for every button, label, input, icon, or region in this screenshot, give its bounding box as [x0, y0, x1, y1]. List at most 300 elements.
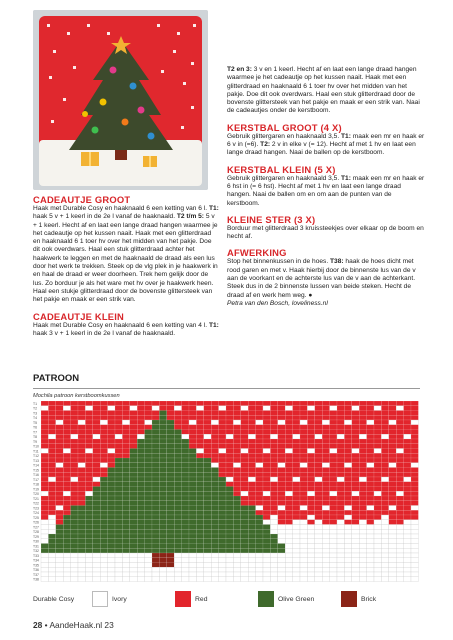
pattern-cell [315, 453, 322, 458]
pattern-cell [248, 425, 255, 430]
pattern-cell [196, 544, 203, 549]
pattern-cell [381, 563, 388, 568]
pattern-cell [130, 406, 137, 411]
pattern-cell [204, 420, 211, 425]
pattern-cell [63, 548, 70, 553]
pattern-cell [300, 411, 307, 416]
pattern-cell [322, 449, 329, 454]
pattern-cell [152, 406, 159, 411]
pattern-cell [204, 434, 211, 439]
pattern-cell [196, 430, 203, 435]
pattern-cell [78, 406, 85, 411]
pattern-cell [352, 529, 359, 534]
pattern-cell [352, 472, 359, 477]
pattern-cell [211, 567, 218, 572]
pattern-cell [41, 553, 48, 558]
pattern-cell [241, 558, 248, 563]
pattern-cell [344, 520, 351, 525]
pattern-cell [115, 449, 122, 454]
pattern-cell [330, 487, 337, 492]
pattern-cell [233, 449, 240, 454]
pattern-cell [189, 406, 196, 411]
pattern-cell [278, 482, 285, 487]
pattern-cell [404, 468, 411, 473]
pattern-cell [71, 520, 78, 525]
pattern-cell [285, 444, 292, 449]
pattern-cell [219, 577, 226, 582]
pattern-cell [233, 544, 240, 549]
pattern-cell [115, 406, 122, 411]
pattern-cell [241, 425, 248, 430]
pattern-cell [307, 420, 314, 425]
pattern-cell [108, 515, 115, 520]
pattern-cell [100, 430, 107, 435]
pattern-cell [285, 506, 292, 511]
legend-swatch-brick [341, 591, 357, 607]
pattern-cell [374, 558, 381, 563]
pattern-cell [167, 548, 174, 553]
pattern-cell [293, 548, 300, 553]
pattern-cell [337, 529, 344, 534]
pattern-cell [174, 430, 181, 435]
pattern-cell [137, 510, 144, 515]
pattern-cell [263, 458, 270, 463]
pattern-cell [196, 420, 203, 425]
pattern-cell [337, 491, 344, 496]
pattern-cell [315, 544, 322, 549]
pattern-cell [93, 491, 100, 496]
pattern-cell [270, 468, 277, 473]
row-label: T13 [33, 458, 39, 463]
pattern-cell [367, 510, 374, 515]
pattern-cell [48, 411, 55, 416]
pattern-cell [248, 534, 255, 539]
pattern-cell [359, 468, 366, 473]
pattern-cell [263, 510, 270, 515]
pattern-cell [315, 463, 322, 468]
pattern-cell [389, 420, 396, 425]
pattern-cell [174, 468, 181, 473]
pattern-cell [256, 529, 263, 534]
pattern-cell [322, 529, 329, 534]
pattern-cell [233, 520, 240, 525]
pattern-cell [108, 449, 115, 454]
pattern-cell [411, 434, 418, 439]
pattern-cell [41, 501, 48, 506]
pattern-cell [93, 563, 100, 568]
pattern-cell [404, 548, 411, 553]
pattern-cell [322, 563, 329, 568]
pattern-cell [196, 482, 203, 487]
row-label: T18 [33, 482, 39, 487]
pattern-cell [108, 415, 115, 420]
pattern-cell [330, 434, 337, 439]
pattern-cell [189, 425, 196, 430]
pattern-cell [189, 477, 196, 482]
pattern-cell [152, 472, 159, 477]
pattern-cell [300, 406, 307, 411]
pattern-cell [122, 401, 129, 406]
pattern-cell [145, 411, 152, 416]
row-label: T24 [33, 511, 39, 516]
pattern-cell [389, 458, 396, 463]
pattern-cell [226, 458, 233, 463]
pattern-cell [367, 482, 374, 487]
pattern-cell [145, 506, 152, 511]
pattern-cell [137, 553, 144, 558]
pattern-cell [344, 468, 351, 473]
signature: Petra van den Bosch, loveliness.nl [227, 299, 328, 307]
pattern-cell [285, 491, 292, 496]
pattern-cell [330, 525, 337, 530]
pattern-cell [359, 444, 366, 449]
pattern-cell [115, 439, 122, 444]
pattern-cell [100, 548, 107, 553]
pattern-cell [219, 430, 226, 435]
pattern-cell [367, 449, 374, 454]
pattern-cell [270, 510, 277, 515]
pattern-cell [315, 468, 322, 473]
pattern-cell [330, 510, 337, 515]
pattern-cell [270, 477, 277, 482]
pattern-cell [71, 525, 78, 530]
pattern-cell [233, 415, 240, 420]
pattern-cell [63, 449, 70, 454]
pattern-cell [189, 420, 196, 425]
pattern-cell [130, 548, 137, 553]
pattern-cell [122, 567, 129, 572]
pattern-cell [93, 496, 100, 501]
pattern-cell [204, 567, 211, 572]
pattern-cell [115, 563, 122, 568]
pattern-cell [182, 482, 189, 487]
pattern-cell [226, 430, 233, 435]
pattern-cell [256, 468, 263, 473]
pattern-cell [115, 482, 122, 487]
pattern-cell [374, 515, 381, 520]
pattern-cell [204, 548, 211, 553]
pattern-cell [337, 496, 344, 501]
pattern-cell [337, 468, 344, 473]
pattern-cell [204, 425, 211, 430]
pattern-cell [78, 430, 85, 435]
pattern-cell [248, 539, 255, 544]
pattern-cell [71, 411, 78, 416]
legend-label-olive-green: Olive Green [278, 596, 315, 603]
pattern-cell [389, 520, 396, 525]
pattern-cell [56, 411, 63, 416]
pattern-cell [381, 463, 388, 468]
pattern-cell [293, 506, 300, 511]
pattern-cell [219, 449, 226, 454]
pattern-cell [152, 539, 159, 544]
pattern-cell [145, 444, 152, 449]
pattern-cell [48, 482, 55, 487]
pattern-cell [374, 487, 381, 492]
pattern-cell [100, 458, 107, 463]
pattern-cell [48, 430, 55, 435]
pattern-cell [359, 482, 366, 487]
pattern-cell [337, 439, 344, 444]
pattern-cell [196, 406, 203, 411]
pattern-cell [374, 415, 381, 420]
pattern-cell [211, 520, 218, 525]
pattern-cell [300, 544, 307, 549]
row-label: T8 [33, 435, 37, 440]
pattern-cell [130, 525, 137, 530]
pattern-cell [48, 520, 55, 525]
pattern-cell [100, 506, 107, 511]
pattern-cell [315, 558, 322, 563]
pattern-cell [241, 529, 248, 534]
pattern-cell [41, 572, 48, 577]
pattern-cell [130, 411, 137, 416]
pattern-cell [367, 577, 374, 582]
pattern-cell [137, 458, 144, 463]
pattern-cell [189, 444, 196, 449]
pattern-cell [315, 501, 322, 506]
pattern-cell [130, 553, 137, 558]
pattern-cell [337, 548, 344, 553]
pattern-cell [219, 468, 226, 473]
pattern-cell [174, 491, 181, 496]
pattern-cell [263, 501, 270, 506]
pattern-cell [145, 449, 152, 454]
pattern-cell [100, 472, 107, 477]
pattern-cell [145, 463, 152, 468]
pattern-cell [330, 477, 337, 482]
pattern-cell [241, 420, 248, 425]
pattern-cell [330, 439, 337, 444]
pattern-cell [122, 411, 129, 416]
pattern-cell [204, 529, 211, 534]
pattern-cell [404, 430, 411, 435]
pattern-cell [367, 558, 374, 563]
pattern-cell [256, 430, 263, 435]
pattern-cell [159, 453, 166, 458]
pattern-cell [396, 449, 403, 454]
pattern-cell [100, 558, 107, 563]
pattern-cell [367, 525, 374, 530]
pattern-cell [330, 534, 337, 539]
pattern-cell [226, 420, 233, 425]
pattern-cell [56, 563, 63, 568]
legend-label-brick: Brick [361, 596, 377, 603]
pattern-cell [130, 520, 137, 525]
pattern-cell [189, 415, 196, 420]
pattern-cell [174, 544, 181, 549]
pattern-cell [330, 411, 337, 416]
pattern-cell [396, 444, 403, 449]
pattern-cell [167, 544, 174, 549]
pattern-cell [315, 567, 322, 572]
pattern-cell [78, 491, 85, 496]
pattern-cell [278, 539, 285, 544]
pattern-cell [389, 453, 396, 458]
pattern-cell [293, 401, 300, 406]
pattern-cell [359, 525, 366, 530]
pattern-cell [330, 553, 337, 558]
pattern-cell [263, 406, 270, 411]
row-label: T12 [33, 454, 39, 459]
pattern-cell [322, 463, 329, 468]
pattern-cell [263, 453, 270, 458]
pattern-cell [219, 491, 226, 496]
row-label: T35 [33, 563, 39, 568]
pattern-cell [381, 529, 388, 534]
pattern-cell [85, 439, 92, 444]
pattern-cell [359, 553, 366, 558]
pattern-cell [152, 572, 159, 577]
pattern-cell [270, 420, 277, 425]
pattern-cell [41, 515, 48, 520]
pattern-cell [152, 477, 159, 482]
pattern-cell [330, 539, 337, 544]
right-column [227, 66, 425, 308]
pattern-cell [115, 577, 122, 582]
pattern-cell [263, 449, 270, 454]
pattern-cell [381, 525, 388, 530]
pattern-cell [174, 525, 181, 530]
pattern-cell [204, 401, 211, 406]
pattern-cell [248, 444, 255, 449]
pattern-cell [211, 496, 218, 501]
pattern-cell [130, 439, 137, 444]
pattern-cell [63, 501, 70, 506]
pattern-cell [270, 434, 277, 439]
pattern-cell [381, 572, 388, 577]
pattern-cell [174, 425, 181, 430]
pattern-cell [189, 563, 196, 568]
pattern-cell [241, 553, 248, 558]
pattern-cell [48, 525, 55, 530]
pattern-cell [41, 411, 48, 416]
pattern-cell [219, 406, 226, 411]
pattern-cell [78, 425, 85, 430]
paragraph-cadeautje-groot: Haak met Durable Cosy en haaknaald 6 een ketting van 6 l. T1: haak 5 v + 1 keerl in de 2e l vanaf de haaknaald. T2 t/m 5: 5 v + 1 keerl. Hecht af en laat een lange draad hangen waarmee je het cadeautje op het kussen naait. Haak met een glitterdraad en haaknaald 6 1 toer hv over het midden van het pakje. Doe dit ook overdwars. Haal een stuk glitterdraad achter het haakwerk te leggen en met de haaknaald de draad als een lus door het werk te trekken. Steek op de vlg plek in je haakwerk in en haal de draad er weer doorheen. Trek hem gelijk door de lus. Zo borduur je als het ware met hv over je haakwerk heen. Haal een stukje glitterdraad door de bovenste glittersteek van het pakje en maak er een strik van. [33, 205, 219, 304]
pattern-cell [41, 463, 48, 468]
pattern-cell [293, 567, 300, 572]
pattern-cell [352, 487, 359, 492]
pattern-cell [63, 525, 70, 530]
pattern-cell [411, 506, 418, 511]
pattern-cell [182, 506, 189, 511]
pattern-cell [174, 420, 181, 425]
pattern-cell [85, 544, 92, 549]
pattern-cell [352, 434, 359, 439]
pattern-cell [330, 501, 337, 506]
pattern-cell [174, 415, 181, 420]
pattern-cell [352, 482, 359, 487]
pattern-cell [315, 563, 322, 568]
pattern-cell [411, 520, 418, 525]
pattern-cell [204, 544, 211, 549]
paragraph-kleine-ster: Borduur met glitterdraad 3 kruissteekjes over elkaar op de boom en hecht af. [227, 224, 424, 241]
pattern-cell [315, 406, 322, 411]
pattern-cell [389, 463, 396, 468]
pattern-cell [389, 572, 396, 577]
pattern-cell [330, 430, 337, 435]
pattern-cell [293, 496, 300, 501]
pattern-cell [219, 548, 226, 553]
pattern-cell [381, 491, 388, 496]
pattern-cell [248, 510, 255, 515]
pattern-cell [219, 463, 226, 468]
pattern-cell [359, 439, 366, 444]
pattern-cell [145, 458, 152, 463]
pattern-cell [78, 463, 85, 468]
pattern-cell [300, 563, 307, 568]
pattern-cell [189, 463, 196, 468]
pattern-cell [344, 572, 351, 577]
pattern-cell [85, 411, 92, 416]
pattern-caption: Mochila patroon kerstboomkussen [33, 393, 120, 399]
pattern-cell [285, 534, 292, 539]
pattern-cell [374, 425, 381, 430]
pattern-cell [93, 439, 100, 444]
pattern-cell [167, 449, 174, 454]
pattern-cell [307, 558, 314, 563]
row-label: T37 [33, 572, 39, 577]
pattern-cell [211, 506, 218, 511]
pattern-cell [389, 534, 396, 539]
pattern-cell [381, 458, 388, 463]
pattern-cell [307, 553, 314, 558]
pattern-cell [211, 534, 218, 539]
pattern-cell [152, 553, 159, 558]
pattern-cell [404, 434, 411, 439]
pattern-cell [196, 463, 203, 468]
pattern-cell [322, 411, 329, 416]
pattern-cell [396, 501, 403, 506]
pattern-cell [226, 501, 233, 506]
pattern-cell [122, 430, 129, 435]
pattern-cell [330, 491, 337, 496]
pattern-cell [367, 477, 374, 482]
pattern-cell [285, 515, 292, 520]
row-label: T23 [33, 506, 39, 511]
pattern-cell [226, 425, 233, 430]
pattern-cell [219, 506, 226, 511]
pattern-cell [78, 411, 85, 416]
pattern-cell [219, 544, 226, 549]
pattern-cell [315, 534, 322, 539]
pattern-cell [115, 539, 122, 544]
pattern-cell [411, 567, 418, 572]
pattern-cell [145, 401, 152, 406]
pattern-cell [63, 510, 70, 515]
pattern-cell [63, 572, 70, 577]
pattern-cell [115, 463, 122, 468]
pattern-cell [196, 401, 203, 406]
pattern-cell [285, 468, 292, 473]
pattern-cell [285, 453, 292, 458]
pattern-cell [48, 487, 55, 492]
pattern-cell [182, 567, 189, 572]
pattern-cell [367, 563, 374, 568]
pattern-cell [315, 491, 322, 496]
pattern-cell [307, 487, 314, 492]
pattern-cell [130, 415, 137, 420]
pattern-cell [389, 510, 396, 515]
pattern-cell [159, 558, 166, 563]
pattern-cell [344, 420, 351, 425]
pattern-cell [48, 548, 55, 553]
pattern-cell [93, 453, 100, 458]
pattern-cell [71, 415, 78, 420]
pattern-cell [56, 510, 63, 515]
pattern-cell [85, 548, 92, 553]
